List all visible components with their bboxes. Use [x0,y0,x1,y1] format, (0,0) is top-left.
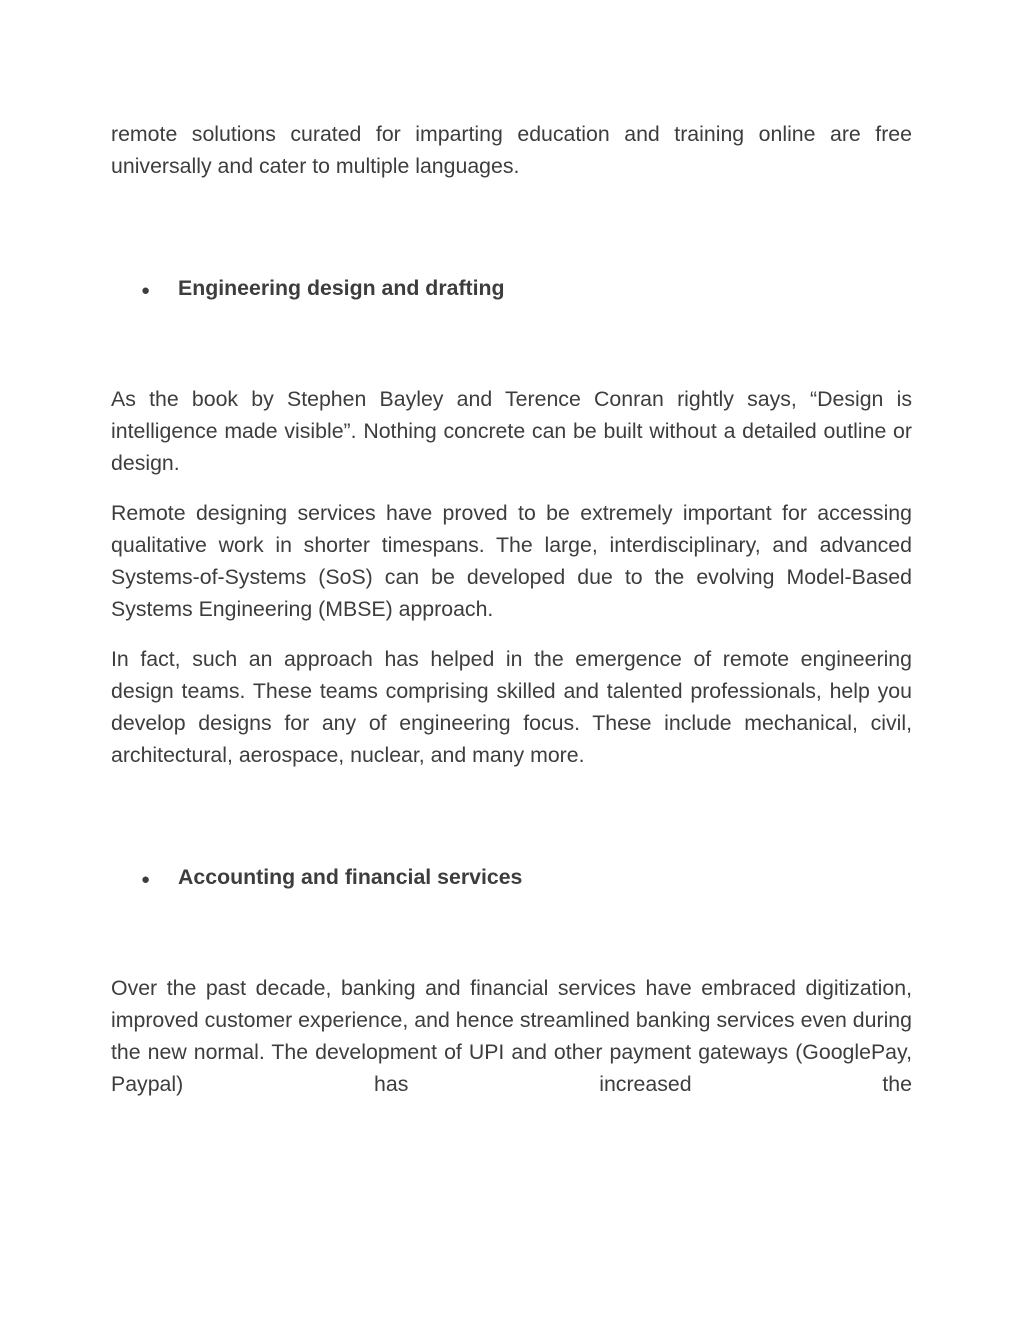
accounting-heading-text: Accounting and financial services [178,865,523,889]
accounting-paragraph-1: Over the past decade, banking and financial services have embraced digitization, improved customer experience, and hence streamlined banking services even during the new normal. The development of UPI and other payment gateways (GooglePay, Paypal) has increased the [111,976,912,1096]
engineering-paragraph-1: As the book by Stephen Bayley and Terence Conran rightly says, “Design is intelligence made visible”. Nothing concrete can be built without a detailed outline or design. [111,387,912,475]
intro-paragraph: remote solutions curated for imparting education and training online are free universally and cater to multiple languages. [111,122,912,178]
bullet-icon: ● [141,282,151,299]
bullet-icon: ● [141,871,151,888]
engineering-heading-text: Engineering design and drafting [178,276,505,300]
engineering-heading [141,272,912,307]
engineering-paragraph-3: In fact, such an approach has helped in the emergence of remote engineering design teams. These teams comprising skilled and talented professionals, help you develop designs for any of engineering focus. These include mechanical, civil, architectural, aerospace, nuclear, and many more. [111,647,912,767]
accounting-heading [141,861,912,896]
document-page [111,118,912,1100]
engineering-paragraph-2: Remote designing services have proved to be extremely important for accessing qualitative work in shorter timespans. The large, interdisciplinary, and advanced Systems-of-Systems (SoS) can be developed due to the evolving Model-Based Systems Engineering (MBSE) approach. [111,501,912,621]
